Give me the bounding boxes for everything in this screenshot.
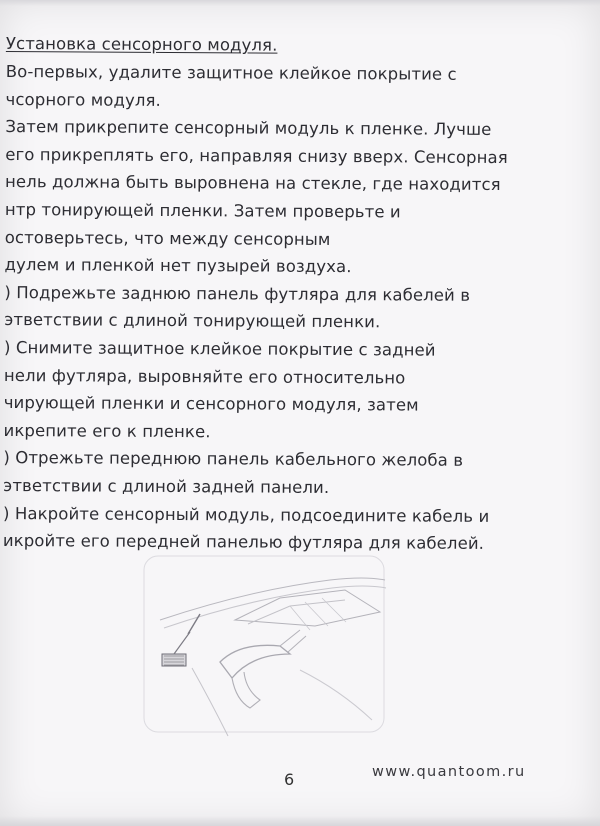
instruction-line: чсорного модуля. <box>5 89 161 110</box>
website-url: www.quantoom.ru <box>372 764 526 780</box>
instruction-line: Затем прикрепите сенсорный модуль к пленке. Лучше <box>5 117 492 140</box>
page-number: 6 <box>284 770 295 789</box>
instruction-line: остоверьтесь, что между сенсорным <box>4 227 331 249</box>
scan-edge-top <box>0 0 600 6</box>
instructions-text <box>3 30 596 558</box>
instruction-line: нель должна быть выровнена на стекле, где находится <box>5 172 501 195</box>
instruction-line: ) Накройте сенсорный модуль, подсоедините кабель и <box>2 503 490 526</box>
scan-edge-bottom <box>0 816 600 826</box>
instruction-line: этветствии с длиной задней панели. <box>3 475 330 497</box>
section-heading: Установка сенсорного модуля. <box>5 33 278 55</box>
instruction-line: ) Снимите защитное клейкое покрытие с задней <box>4 337 436 360</box>
installation-illustration <box>140 550 390 740</box>
instruction-line: дулем и пленкой нет пузырей воздуха. <box>4 255 352 277</box>
instruction-line: нтр тонирующей пленки. Затем проверьте и <box>4 199 401 222</box>
instruction-line: чирующей пленки и сенсорного модуля, затем <box>3 393 419 415</box>
instruction-line: нели футляра, выровняйте его относительно <box>3 365 406 387</box>
instruction-line: икройте его передней панелью футляра для кабелей. <box>2 531 485 554</box>
instruction-line: ) Отрежьте переднюю панель кабельного желоба в <box>3 448 464 471</box>
instruction-line: этветствии с длиной тонирующей пленки. <box>4 310 381 332</box>
instruction-line: его прикреплять его, направляя снизу вверх. Сенсорная <box>5 144 508 167</box>
instruction-line: ) Подрежьте заднюю панель футляра для кабелей в <box>4 282 471 305</box>
instruction-line: икрепите его к пленке. <box>3 420 211 441</box>
instruction-line: Во-первых, удалите защитное клейкое покрытие с <box>5 61 457 84</box>
